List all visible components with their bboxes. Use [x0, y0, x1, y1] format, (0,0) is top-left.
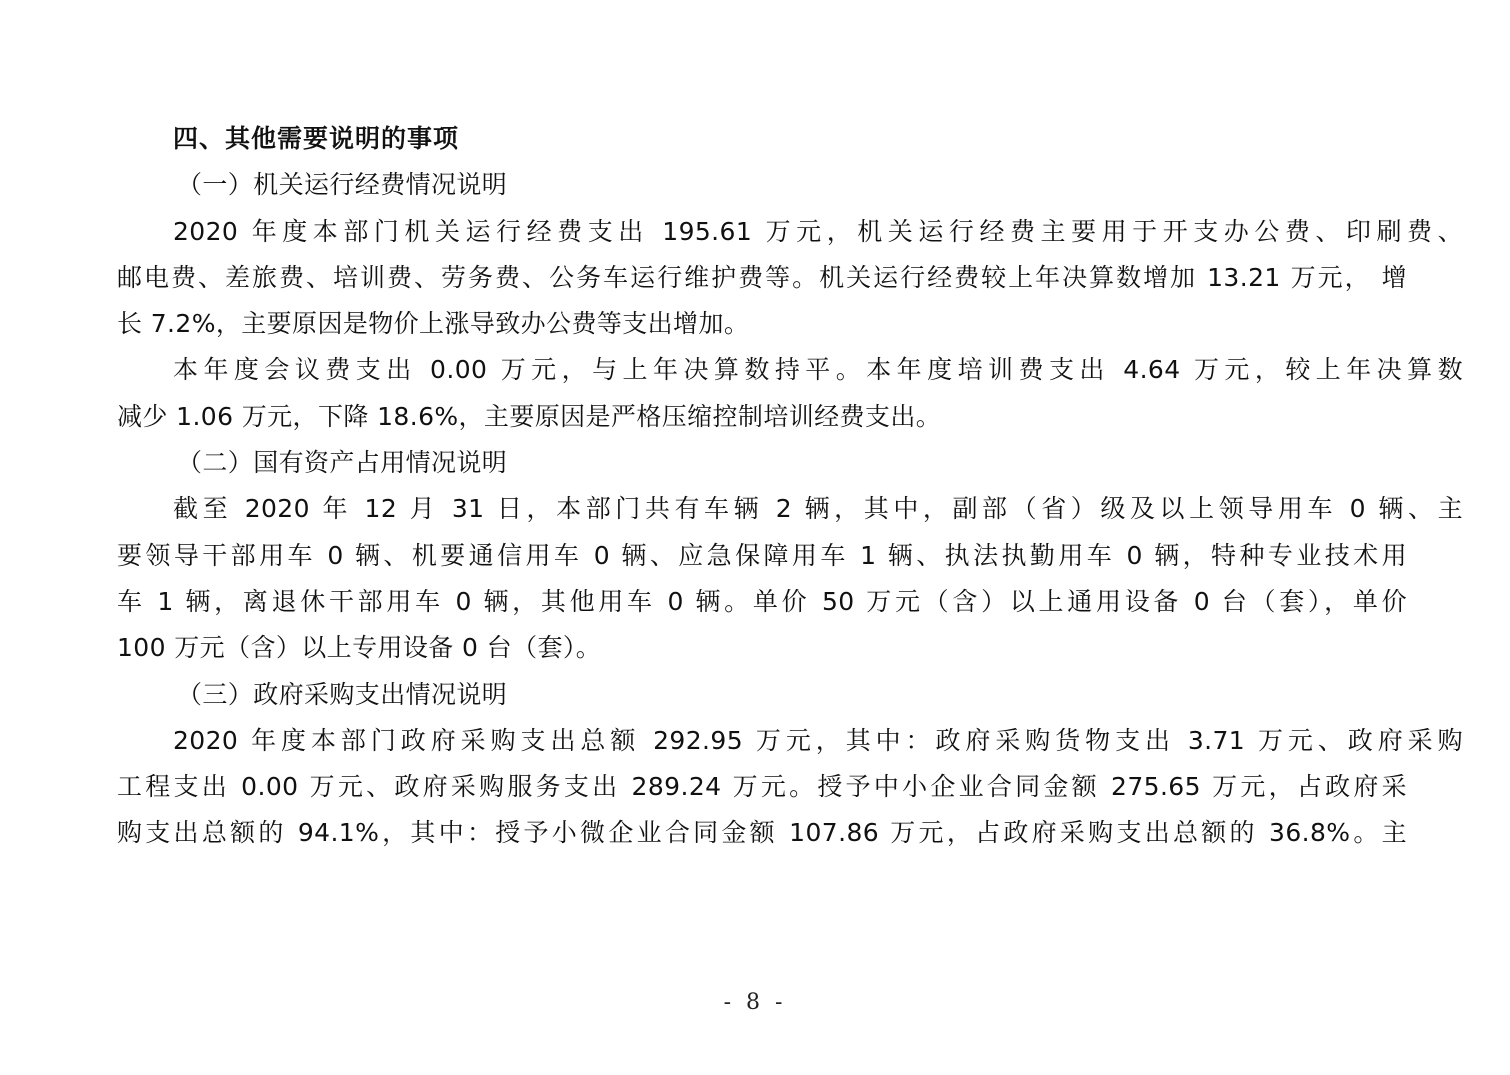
paragraph-line: 邮电费、差旅费、培训费、劳务费、公务车运行维护费等。机关运行经费较上年决算数增加 13.21 万元， 增 — [117, 262, 1407, 292]
paragraph-line: 购支出总额的 94.1%，其中：授予小微企业合同金额 107.86 万元，占政府采购支出总额的 36.8%。主 — [117, 818, 1407, 848]
paragraph-line: 截至 2020 年 12 月 31 日，本部门共有车辆 2 辆，其中，副部（省）级及以上领导用车 0 辆、主 — [173, 494, 1463, 524]
section-title: 四、其他需要说明的事项 — [173, 124, 460, 153]
paragraph-line: 减少 1.06 万元，下降 18.6%，主要原因是严格压缩控制培训经费支出。 — [117, 401, 942, 431]
paragraph-line: 2020 年度本部门机关运行经费支出 195.61 万元，机关运行经费主要用于开支办公费、印刷费、 — [173, 216, 1463, 246]
page-number: - 8 - — [723, 990, 787, 1015]
subsection-title-state-assets: （二）国有资产占用情况说明 — [177, 448, 508, 478]
document-body — [117, 116, 1463, 857]
subsection-title-operating-funds: （一）机关运行经费情况说明 — [177, 170, 508, 200]
paragraph-line: 2020 年度本部门政府采购支出总额 292.95 万元，其中：政府采购货物支出 3.71 万元、政府采购 — [173, 725, 1463, 755]
paragraph-line: 长 7.2%，主要原因是物价上涨导致办公费等支出增加。 — [117, 309, 750, 339]
paragraph-line: 100 万元（含）以上专用设备 0 台（套）。 — [117, 633, 602, 663]
paragraph-line: 要领导干部用车 0 辆、机要通信用车 0 辆、应急保障用车 1 辆、执法执勤用车 0 辆，特种专业技术用 — [117, 540, 1407, 570]
paragraph-line: 车 1 辆，离退休干部用车 0 辆，其他用车 0 辆。单价 50 万元（含）以上通用设备 0 台（套），单价 — [117, 586, 1407, 616]
subsection-title-procurement: （三）政府采购支出情况说明 — [177, 679, 508, 709]
paragraph-line: 本年度会议费支出 0.00 万元，与上年决算数持平。本年度培训费支出 4.64 万元，较上年决算数 — [173, 355, 1463, 385]
paragraph-line: 工程支出 0.00 万元、政府采购服务支出 289.24 万元。授予中小企业合同金额 275.65 万元，占政府采 — [117, 772, 1407, 802]
